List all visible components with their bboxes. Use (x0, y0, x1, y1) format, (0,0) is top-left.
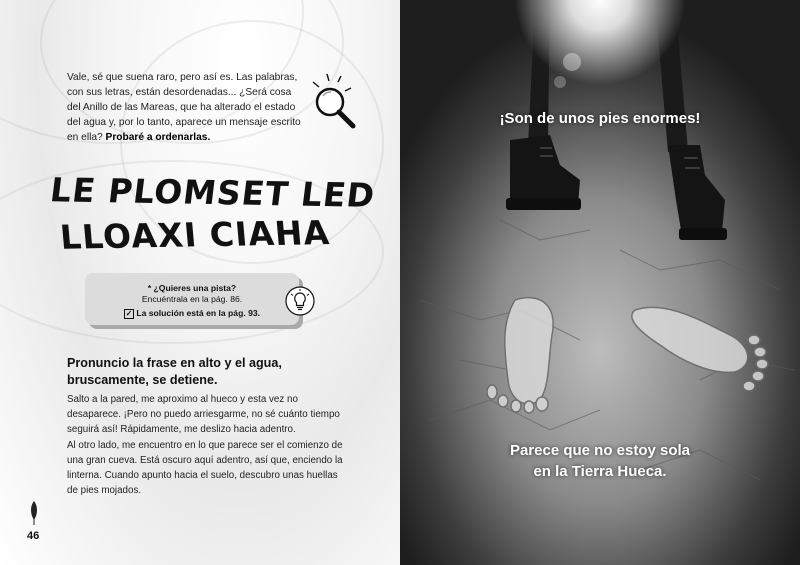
caption-bottom-line-1: Parece que no estoy sola (509, 442, 691, 459)
scrambled-line-2: LLOAXI CIAHA (58, 212, 332, 257)
hint-subtitle: Encuéntrala en la pág. 86. (141, 294, 243, 304)
caption-bottom (470, 440, 730, 482)
intro-paragraph (67, 70, 302, 145)
hint-title: * ¿Quieres una pista? (147, 283, 237, 293)
hint-solution (85, 308, 299, 319)
magnifying-glass-icon (305, 70, 361, 130)
page-number: 46 (27, 530, 40, 542)
scrambled-line-1: LE PLOMSET LED (47, 170, 378, 215)
lightbulb-icon (285, 286, 315, 316)
caption-bottom-line-2: en la Tierra Hueca. (533, 463, 667, 480)
paragraph-2: Al otro lado, me encuentro en lo que parece ser el comienzo de una gran cueva. Está oscuro aquí adentro, así que, enciendo la linterna. Cuando apunto hacia el suelo, descubro unas huellas de pies mojados. (67, 440, 343, 496)
section-heading: Pronuncio la frase en alto y el agua, bruscamente, se detiene. (67, 356, 282, 387)
right-page-illustration (400, 0, 800, 565)
caption-top: ¡Son de unos pies enormes! (499, 110, 701, 127)
paragraph-1: Salto a la pared, me aproximo al hueco y esta vez no desaparece. ¡Pero no puedo arriesgarme, no sé cuánto tiempo seguirá así! Rápidamente, me deslizo hacia adentro. (67, 394, 340, 435)
hint-box (85, 273, 299, 325)
scrambled-message (47, 170, 378, 257)
feather-icon (28, 500, 40, 526)
checkmark-icon: ✓ (125, 308, 133, 318)
intro-text: Vale, sé que suena raro, pero así es. Las palabras, con sus letras, están desordenadas... ¿Será cosa del Anillo de las Mareas, que ha alterado el estado del agua y, por lo tanto, aparece un mensaje escrito en ella? (67, 72, 301, 143)
hint-solution-text: La solución está en la pág. 93. (136, 308, 261, 318)
intro-bold-text: Probaré a ordenarlas. (105, 132, 211, 143)
